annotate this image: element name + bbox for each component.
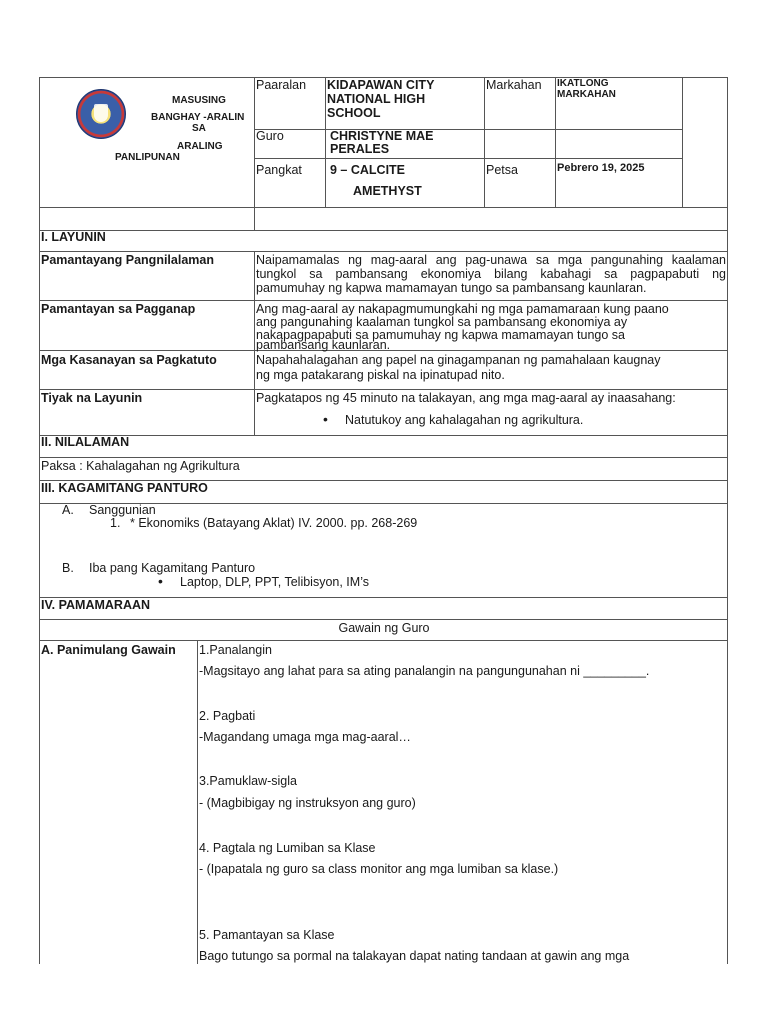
guro-label: Guro (256, 129, 284, 143)
step-detail: - (Magbibigay ng instruksyon ang guro) (199, 796, 416, 810)
step-detail: - (Ipapatala ng guro sa class monitor ang mga lumiban sa klase.) (199, 862, 559, 876)
row-text: tungkol sa pambansang ekonomiya bilang kabahagi sa pagpapabuti ng (256, 267, 726, 281)
iba-pang-kagamitan-label: Iba pang Kagamitang Panturo (89, 561, 256, 575)
paaralan-value: NATIONAL HIGH (327, 92, 426, 106)
step-title: 5. Pamantayan sa Klase (199, 928, 335, 942)
pangkat-label: Pangkat (256, 163, 302, 177)
row-text: ng mga patakarang piskal na ipinatupad nito. (256, 368, 505, 382)
deped-seal-logo (76, 89, 126, 139)
row-divider (39, 457, 728, 458)
row-divider (39, 389, 728, 390)
section-heading-pamamaraan: IV. PAMAMARAAN (41, 598, 151, 612)
step-title: 2. Pagbati (199, 709, 256, 723)
title-line: SA (192, 123, 206, 134)
title-line: MASUSING (172, 95, 226, 106)
step-detail: -Magandang umaga mga mag-aaral… (199, 730, 411, 744)
objective-bullet-item: • Natutukoy ang kahalagahan ng agrikultura. (323, 412, 583, 427)
petsa-value: Pebrero 19, 2025 (557, 162, 645, 174)
row-text: Napahahalagahan ang papel na ginagampanan ng pamahalaan kaugnay (256, 353, 661, 367)
list-marker: 1. (110, 516, 121, 530)
header-divider (484, 77, 485, 207)
gawain-ng-guro-title: Gawain ng Guro (338, 621, 430, 635)
header-divider (254, 129, 682, 130)
section-heading-kagamitan: III. KAGAMITANG PANTURO (41, 481, 208, 495)
pangkat-value: AMETHYST (353, 184, 422, 198)
row-text: pambansang kaunlaran. (256, 338, 391, 352)
row-label: Tiyak na Layunin (41, 391, 143, 405)
markahan-value: MARKAHAN (557, 89, 616, 100)
row-text: nakapagpapabuti sa pamumuhay ng kapwa mamamayan tungo sa (256, 328, 625, 342)
header-divider (555, 77, 556, 207)
row-label: Mga Kasanayan sa Pagkatuto (41, 353, 217, 367)
row-text: Naipamamalas ng mag-aaral ang pag-unawa sa mga pangunahing kaalaman (256, 253, 726, 267)
column-divider (254, 251, 255, 435)
step-title: 4. Pagtala ng Lumiban sa Klase (199, 841, 376, 855)
reference-item: * Ekonomiks (Batayang Aklat) IV. 2000. pp. 268-269 (130, 516, 418, 530)
paaralan-value: KIDAPAWAN CITY (327, 78, 435, 92)
row-divider (39, 619, 728, 620)
column-divider (197, 640, 198, 964)
row-label: Pamantayang Pangnilalaman (41, 253, 214, 267)
materials-bullet-item: • Laptop, DLP, PPT, Telibisyon, IM’s (158, 574, 369, 589)
step-detail: Bago tutungo sa pormal na talakayan dapat nating tandaan at gawin ang mga (199, 949, 630, 963)
petsa-label: Petsa (486, 163, 518, 177)
list-marker: B. (62, 561, 74, 575)
row-divider (39, 435, 728, 436)
sanggunian-label: Sanggunian (89, 503, 156, 517)
step-title: 1.Panalangin (199, 643, 272, 657)
header-divider (325, 77, 326, 207)
row-divider (39, 300, 728, 301)
row-divider (39, 640, 728, 641)
step-title: 3.Pamuklaw-sigla (199, 774, 297, 788)
list-marker: A. (62, 503, 74, 517)
header-divider (682, 77, 683, 207)
row-divider (39, 251, 728, 252)
section-heading-nilalaman: II. NILALAMAN (41, 435, 130, 449)
guro-value: CHRISTYNE MAE (330, 129, 434, 143)
row-text: pamumuhay ng kapwa mamamayan tungo sa pambansang kaunlaran. (256, 281, 647, 295)
paaralan-label: Paaralan (256, 78, 307, 92)
markahan-value: IKATLONG (557, 78, 609, 89)
panimulang-gawain-label: A. Panimulang Gawain (41, 643, 176, 657)
guro-value: PERALES (330, 142, 390, 156)
step-detail: -Magsitayo ang lahat para sa ating panalangin na pangungunahan ni _________. (199, 664, 650, 678)
row-divider (39, 230, 728, 231)
pangkat-value: 9 – CALCITE (330, 163, 406, 177)
row-text: Pagkatapos ng 45 minuto na talakayan, ang mga mag-aaral ay inaasahang: (256, 391, 676, 405)
section-heading-layunin: I. LAYUNIN (41, 230, 106, 244)
row-text: ang pangunahing kaalaman tungkol sa pambansang ekonomiya ay (256, 315, 628, 329)
row-label: Pamantayan sa Pagganap (41, 302, 196, 316)
paksa-text: Paksa : Kahalagahan ng Agrikultura (41, 459, 240, 473)
title-line: PANLIPUNAN (115, 152, 180, 163)
row-text: Ang mag-aaral ay nakapagmumungkahi ng mga pamamaraan kung paano (256, 302, 669, 316)
header-divider (254, 158, 682, 159)
title-line: BANGHAY -ARALIN (151, 112, 245, 123)
title-line: ARALING (177, 141, 223, 152)
row-divider (39, 207, 728, 208)
markahan-label: Markahan (486, 78, 542, 92)
paaralan-value: SCHOOL (327, 106, 381, 120)
